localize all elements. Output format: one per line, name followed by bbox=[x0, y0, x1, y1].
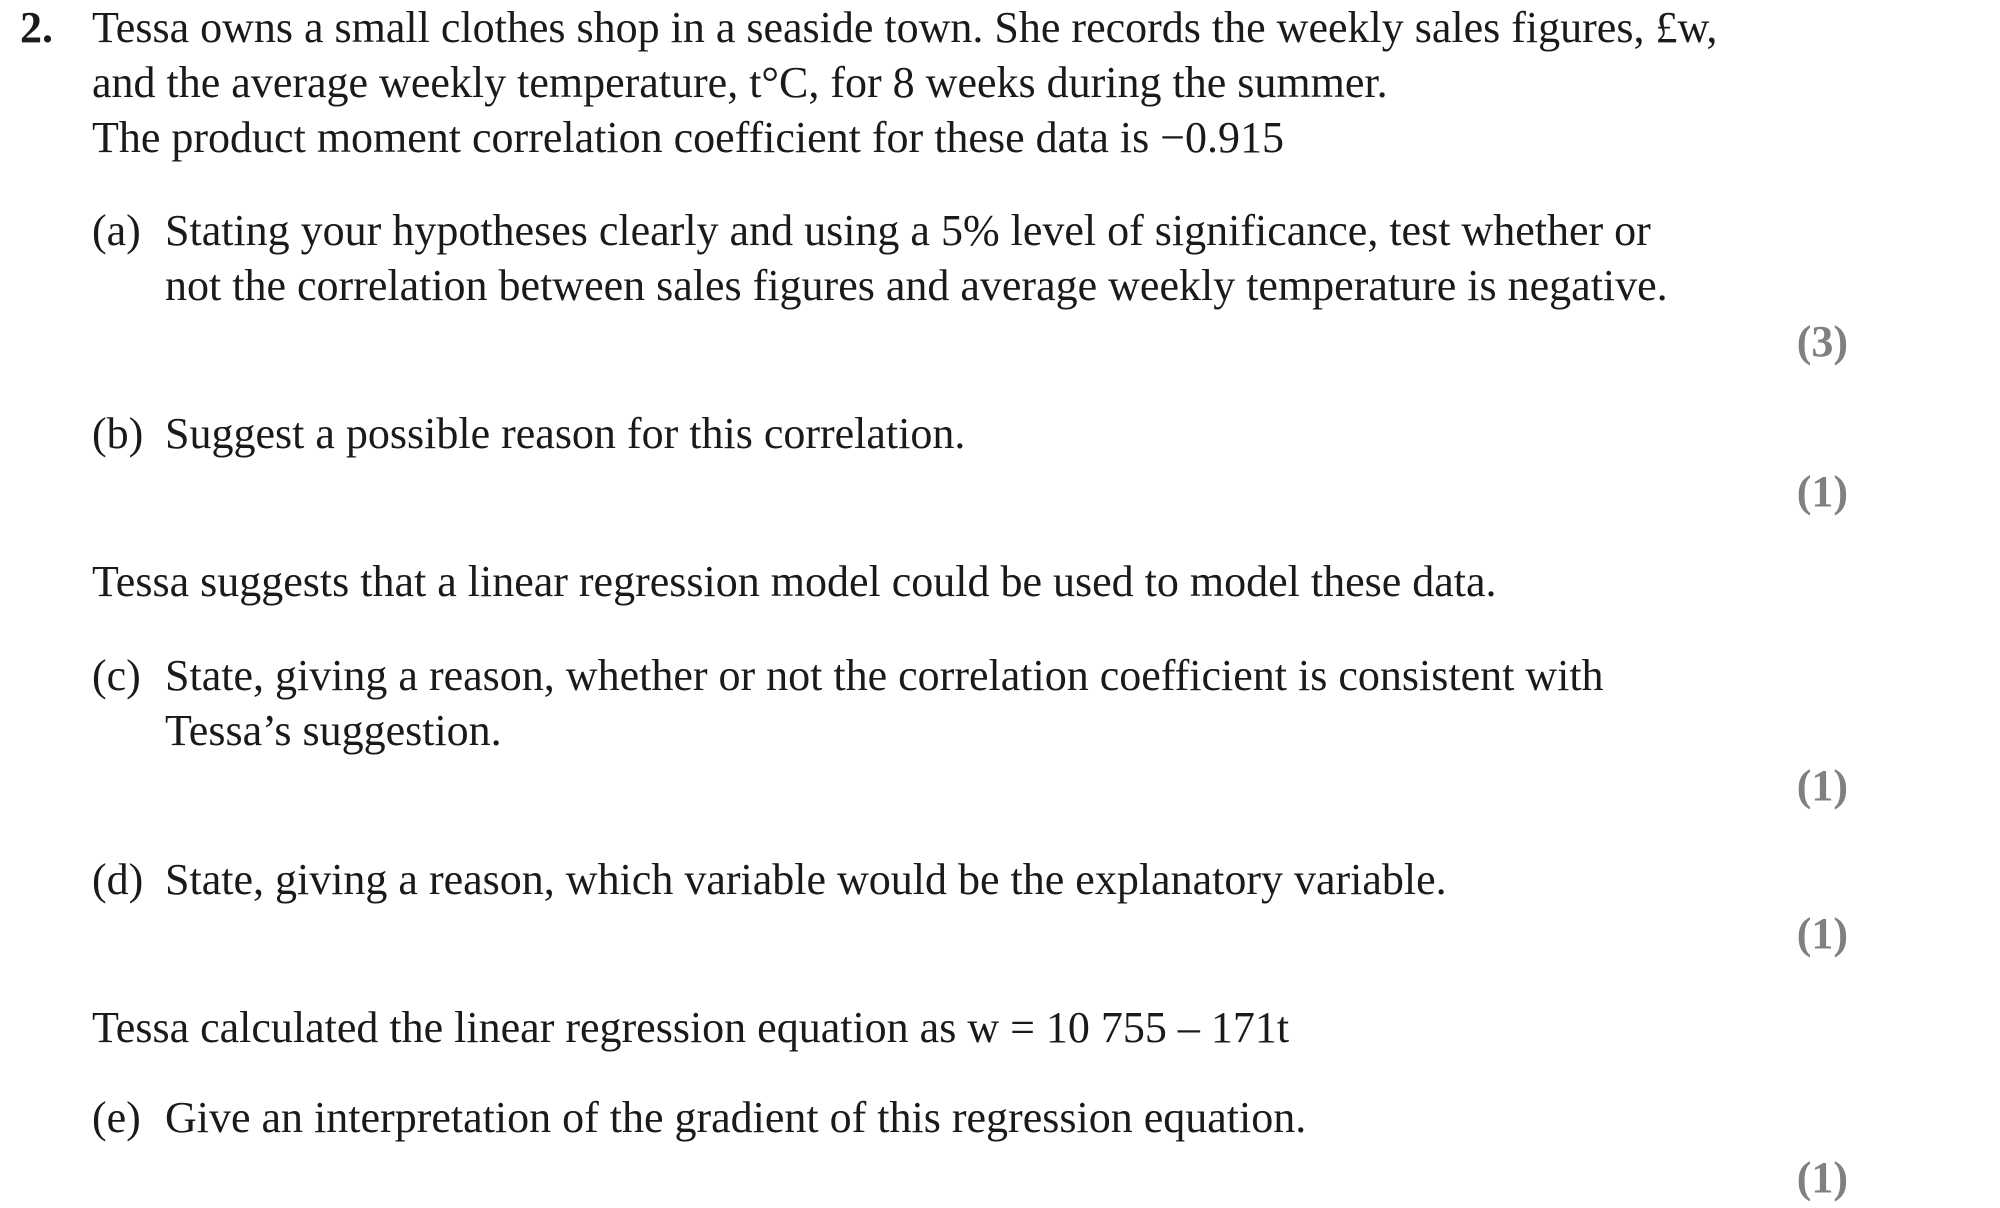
part-e-text bbox=[165, 1090, 1306, 1145]
part-c-marks: (1) bbox=[1796, 761, 1848, 810]
part-c-text bbox=[165, 648, 1604, 758]
part-d-text bbox=[165, 852, 1447, 907]
intro-line-2: and the average weekly temperature, t°C, for 8 weeks during the summer. bbox=[92, 58, 1388, 107]
part-d-marks: (1) bbox=[1796, 909, 1848, 958]
part-a-text bbox=[165, 203, 1668, 313]
part-e-line-1: Give an interpretation of the gradient of this regression equation. bbox=[165, 1093, 1307, 1142]
regression-equation-statement: Tessa calculated the linear regression equation as w = 10 755 – 171t bbox=[92, 1003, 1290, 1052]
part-b-label: (b) bbox=[92, 409, 144, 458]
linear-model-statement: Tessa suggests that a linear regression model could be used to model these data. bbox=[92, 557, 1497, 606]
part-b-marks: (1) bbox=[1796, 467, 1848, 516]
intro-line-3: The product moment correlation coefficient for these data is −0.915 bbox=[92, 113, 1285, 162]
part-a-marks: (3) bbox=[1796, 317, 1848, 366]
part-d-label: (d) bbox=[92, 855, 144, 904]
part-c-label: (c) bbox=[92, 651, 141, 700]
part-a-line-2: not the correlation between sales figures and average weekly temperature is negative. bbox=[165, 261, 1668, 310]
question-intro bbox=[92, 0, 1717, 165]
part-c-line-2: Tessa’s suggestion. bbox=[165, 706, 502, 755]
question-number: 2. bbox=[20, 3, 53, 52]
part-a-line-1: Stating your hypotheses clearly and using a 5% level of significance, test whether or bbox=[165, 206, 1651, 255]
part-c-line-1: State, giving a reason, whether or not the correlation coefficient is consistent with bbox=[165, 651, 1604, 700]
part-e-marks: (1) bbox=[1796, 1153, 1848, 1202]
part-d-line-1: State, giving a reason, which variable would be the explanatory variable. bbox=[165, 855, 1447, 904]
part-a-label: (a) bbox=[92, 206, 141, 255]
part-b-text bbox=[165, 406, 965, 461]
part-e-label: (e) bbox=[92, 1093, 141, 1142]
intro-line-1: Tessa owns a small clothes shop in a seaside town. She records the weekly sales figures, £w, bbox=[92, 3, 1718, 52]
part-b-line-1: Suggest a possible reason for this correlation. bbox=[165, 409, 966, 458]
